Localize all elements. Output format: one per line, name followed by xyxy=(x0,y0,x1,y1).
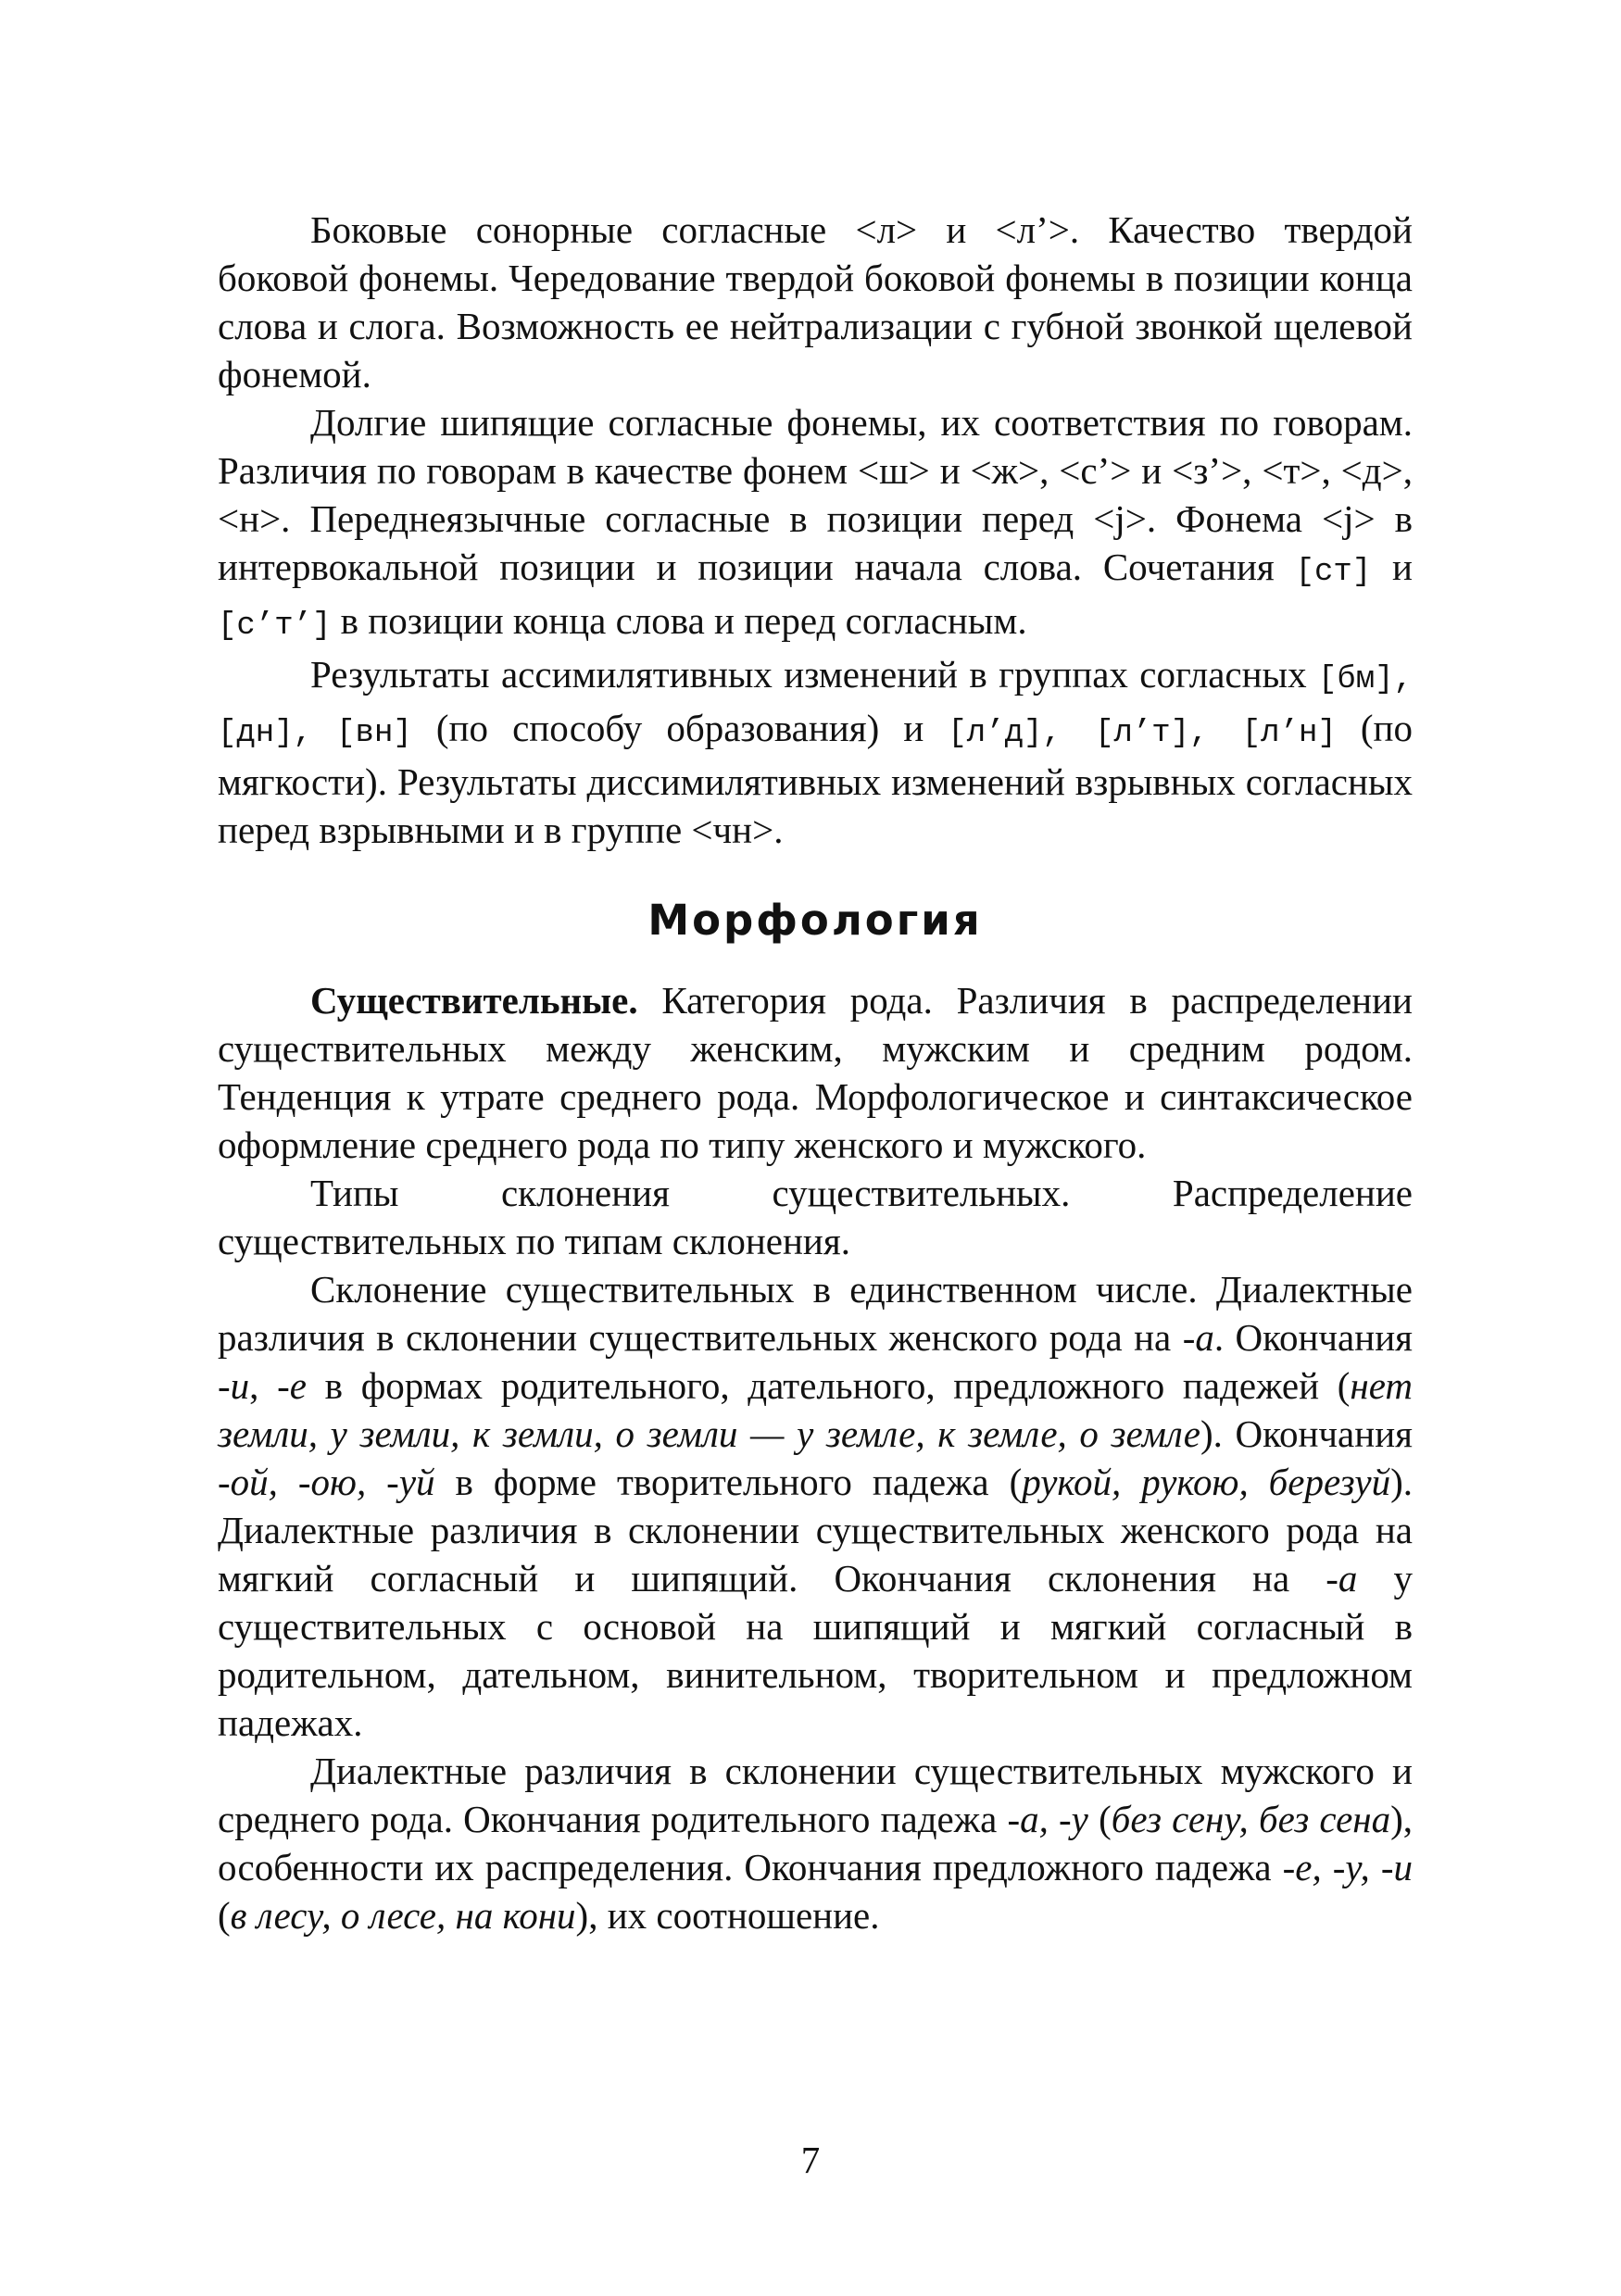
paragraph-text: ). Диалектные различия в склонении существительных женского рода на мягкий согласный и шипящий. Окончания склонения на xyxy=(218,1461,1413,1600)
transcription: [вн] xyxy=(336,716,412,751)
paragraph-text: Диалектные различия в склонении существительных мужского и среднего рода. Окончания родительного падежа xyxy=(218,1750,1413,1840)
paragraph-text: ( xyxy=(1087,1798,1112,1840)
page-number: 7 xyxy=(800,2139,821,2181)
paragraph-text: Долгие шипящие согласные фонемы, их соответствия по говорам. Различия по говорам в качестве фонем <ш> и <ж>, <с’> и <з’>, <т>, <д>, <н>. Переднеязычные согласные в позиции перед <j>. Фонема <j> в интервокальной позиции и позиции начала слова. Сочетания xyxy=(218,401,1413,588)
example-ending: -е, -у, -и xyxy=(1282,1846,1413,1888)
transcription: [с’т’] xyxy=(218,609,332,644)
paragraph-declension-types xyxy=(218,1169,1413,1265)
paragraph-text: Боковые сонорные согласные <л> и <л’>. Качество твердой боковой фонемы. Чередование твердой боковой фонемы в позиции конца слова и слога. Возможность ее нейтрализации с губной звонкой щелевой фонемой. xyxy=(218,208,1413,395)
example-forms: без сену, без сена xyxy=(1111,1798,1391,1840)
paragraph-text: ), особенности их распределения. Окончания предложного падежа xyxy=(218,1798,1414,1888)
paragraph-masculine-neuter xyxy=(218,1747,1413,1939)
transcription: [бм],[дн], xyxy=(218,662,1413,751)
paragraph-text: в формах родительного, дательного, предложного падежей ( xyxy=(306,1364,1351,1407)
example-ending: -и xyxy=(218,1364,250,1407)
paragraph-text: ( xyxy=(218,1894,231,1937)
paragraph-text xyxy=(312,707,336,749)
example-forms: рукой, рукою, березуй xyxy=(1022,1461,1391,1503)
example-ending: -ой, -ою, -уй xyxy=(218,1461,435,1503)
paragraph-text: в форме творительного падежа ( xyxy=(434,1461,1023,1503)
section-heading: Морфология xyxy=(647,896,983,945)
example-ending: -а xyxy=(1326,1557,1358,1600)
paragraph-text: в позиции конца слова и перед согласным. xyxy=(331,599,1027,642)
paragraph-singular-declension xyxy=(218,1265,1413,1747)
paragraph-text: Типы склонения существительных. Распределение существительных по типам склонения. xyxy=(218,1172,1413,1262)
example-ending: -а, -у xyxy=(1007,1798,1088,1840)
transcription: [ст] xyxy=(1295,555,1372,590)
paragraph-lateral-sonorants xyxy=(218,206,1413,398)
example-forms: в лесу, о лесе, на кони xyxy=(230,1894,576,1937)
paragraph-text: (по способу образования) и xyxy=(411,707,949,749)
paragraph-nouns-gender xyxy=(218,976,1413,1169)
paragraph-text: . Окончания xyxy=(1213,1316,1413,1359)
paragraph-text: и xyxy=(1371,546,1413,588)
example-forms: нет земли, у земли, к земли, о земли — у земле, к земле, о земле xyxy=(218,1364,1414,1455)
page-body xyxy=(218,206,1413,1939)
example-ending: -а xyxy=(1182,1316,1214,1359)
transcription: [л’д], [л’т], [л’н] xyxy=(948,716,1337,751)
paragraph-text: Склонение существительных в единственном числе. Диалектные различия в склонении существительных женского рода на xyxy=(218,1268,1413,1359)
paragraph-text: ). Окончания xyxy=(1200,1412,1413,1455)
paragraph-text: , xyxy=(249,1364,278,1407)
paragraph-assimilation xyxy=(218,650,1413,854)
paragraph-long-sibilants xyxy=(218,398,1413,650)
paragraph-text: Категория рода. Различия в распределении существительных между женским, мужским и средним родом. Тенденция к утрате среднего рода. Морфологическое и синтаксическое оформление среднего рода по типу женского и мужского. xyxy=(218,979,1413,1166)
paragraph-text: у существительных с основой на шипящий и мягкий согласный в родительном, дательном, винительном, творительном и предложном падежах. xyxy=(218,1557,1414,1744)
example-ending: -е xyxy=(277,1364,307,1407)
paragraph-text: ), их соотношение. xyxy=(575,1894,880,1937)
paragraph-lead-term: Существительные. xyxy=(310,979,638,1022)
paragraph-text: Результаты ассимилятивных изменений в группах согласных xyxy=(310,653,1318,696)
paragraph-text: (по мягкости). Результаты диссимилятивных изменений взрывных согласных перед взрывными и в группе <чн>. xyxy=(218,707,1413,851)
